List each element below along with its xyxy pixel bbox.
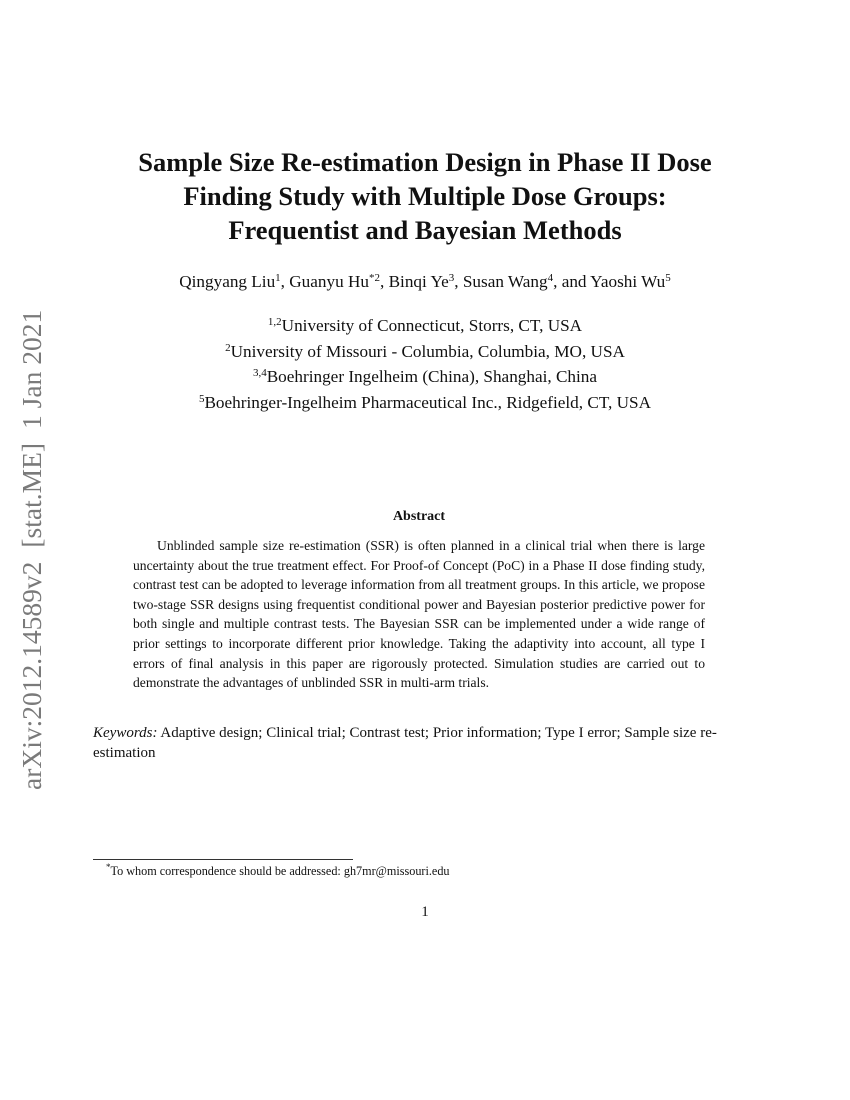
affiliation-mark: 3,4 xyxy=(252,367,267,379)
affiliation-text: Boehringer Ingelheim (China), Shanghai, China xyxy=(266,367,598,386)
footnote-divider xyxy=(93,859,353,860)
author-affil-mark: 4 xyxy=(547,272,554,284)
author-name: Yaoshi Wu xyxy=(590,272,666,291)
author-affil-mark: 3 xyxy=(448,272,455,284)
keywords-label: Keywords: xyxy=(93,725,158,741)
author-affil-mark: 1 xyxy=(275,272,281,284)
arxiv-date: 1 Jan 2021 xyxy=(16,309,47,429)
affiliation-mark: 5 xyxy=(198,392,205,405)
author-separator: , xyxy=(454,272,463,291)
arxiv-category: [stat.ME] xyxy=(16,442,47,548)
author-list xyxy=(60,270,790,294)
title-line: Finding Study with Multiple Dose Groups: xyxy=(183,181,667,211)
title-line: Frequentist and Bayesian Methods xyxy=(228,215,622,245)
abstract-heading: Abstract xyxy=(392,509,446,524)
author-name: Qingyang Liu xyxy=(179,272,276,291)
affiliation-text: University of Missouri - Columbia, Columbia, MO, USA xyxy=(230,341,625,361)
footnote-mark: * xyxy=(106,862,111,872)
keywords xyxy=(93,723,745,763)
affiliation-text: University of Connecticut, Storrs, CT, USA xyxy=(281,316,583,335)
title-line: Sample Size Re-estimation Design in Phase II Dose xyxy=(138,147,712,177)
page-number: 1 xyxy=(421,904,429,920)
affiliation-mark: 2 xyxy=(225,341,231,354)
keywords-text: Adaptive design; Clinical trial; Contrast test; Prior information; Type I error; Sample size re-estimation xyxy=(93,725,717,761)
affiliation-list xyxy=(60,313,790,415)
affiliation xyxy=(60,390,790,416)
affiliation xyxy=(60,339,790,365)
author-separator: , and xyxy=(553,272,591,291)
author-separator: , xyxy=(280,272,290,291)
abstract-body: Unblinded sample size re-estimation (SSR) is often planned in a clinical trial when there is large uncertainty about the true treatment effect. For Proof-of Concept (PoC) in a Phase II dose finding study, contrast test can be adopted to leverage information from all treatment groups. In this article, we propose two-stage SSR designs using frequentist conditional power and Bayesian posterior predictive power for both single and multiple contrast tests. The Bayesian SSR can be implemented under a wide range of prior settings to incorporate different prior knowledge. Taking the adaptivity into account, all type I errors of final analysis in this paper are rigorously protected. Simulation studies are carried out to demonstrate the advantages of unblinded SSR in multi-arm trials. xyxy=(133,538,705,691)
affiliation xyxy=(60,364,790,390)
footnote xyxy=(93,863,706,879)
author-name: Binqi Ye xyxy=(388,272,449,291)
author-name: Guanyu Hu xyxy=(289,272,369,291)
paper-title xyxy=(90,145,760,247)
author-name: Susan Wang xyxy=(462,272,548,291)
affiliation-text: Boehringer-Ingelheim Pharmaceutical Inc., Ridgefield, CT, USA xyxy=(204,392,652,412)
arxiv-id: arXiv:2012.14589v2 xyxy=(16,561,47,790)
author-affil-mark: *2 xyxy=(369,272,380,284)
author-separator: , xyxy=(380,272,389,291)
affiliation xyxy=(60,313,790,339)
affiliation-mark: 1,2 xyxy=(267,316,282,328)
footnote-text: To whom correspondence should be addressed: gh7mr@missouri.edu xyxy=(110,864,450,878)
author-affil-mark: 5 xyxy=(665,272,671,284)
